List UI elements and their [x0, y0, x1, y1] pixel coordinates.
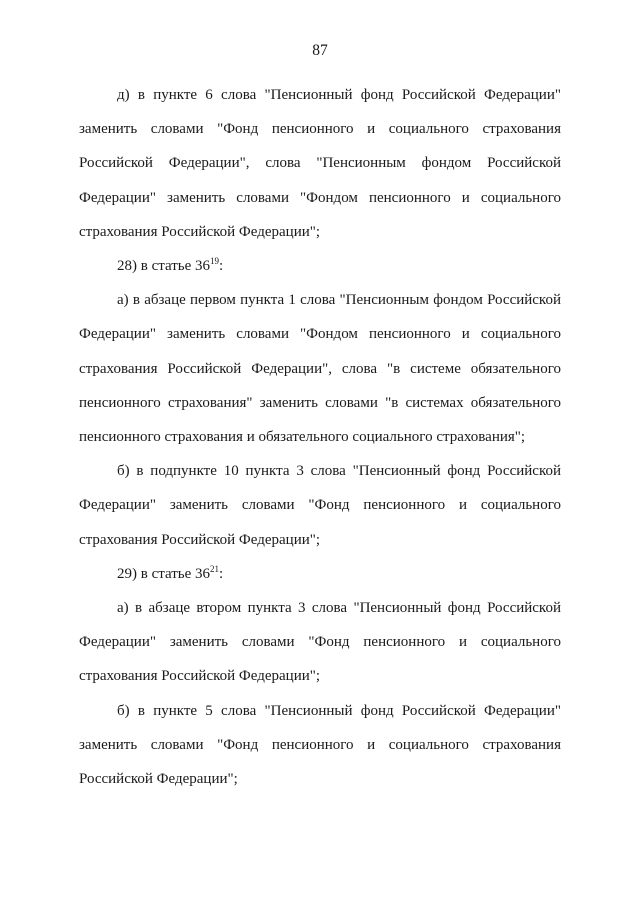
page-number: 87	[312, 42, 328, 59]
paragraph-prefix: 28) в статье 36	[117, 258, 211, 275]
paragraph-d-item-6: д) в пункте 6 слова "Пенсионный фонд Российской Федерации" заменить словами "Фонд пенсионного и социального страхования Российской Федерации", слова "Пенсионным фондом Российской Федерации" заменить словами "Фондом пенсионного и социального страхования Российской Федерации";	[79, 87, 561, 240]
paragraph-suffix: :	[219, 565, 224, 582]
paragraph-suffix: :	[219, 258, 224, 275]
paragraph-29-article-36-21	[79, 557, 561, 591]
paragraph-b-subitem-10: б) в подпункте 10 пункта 3 слова "Пенсионный фонд Российской Федерации" заменить словами "Фонд пенсионного и социального страхования Российской Федерации";	[79, 463, 561, 548]
document-body	[79, 78, 561, 796]
paragraph-prefix: 29) в статье 36	[117, 565, 211, 582]
paragraph-b-item-5: б) в пункте 5 слова "Пенсионный фонд Российской Федерации" заменить словами "Фонд пенсионного и социального страхования Российской Федерации";	[79, 702, 561, 788]
paragraph-a-item-3: а) в абзаце втором пункта 3 слова "Пенсионный фонд Российской Федерации" заменить словами "Фонд пенсионного и социального страхования Российской Федерации";	[79, 600, 561, 685]
paragraph-28-article-36-19	[79, 249, 561, 283]
paragraph-a-item-1: а) в абзаце первом пункта 1 слова "Пенсионным фондом Российской Федерации" заменить словами "Фондом пенсионного и социального страхования Российской Федерации", слова "в системе обязательного пенсионного страхования" заменить словами "в системах обязательного пенсионного страхования и обязательного социального страхования";	[79, 292, 561, 446]
superscript: 19	[210, 256, 220, 267]
superscript: 21	[210, 563, 220, 574]
